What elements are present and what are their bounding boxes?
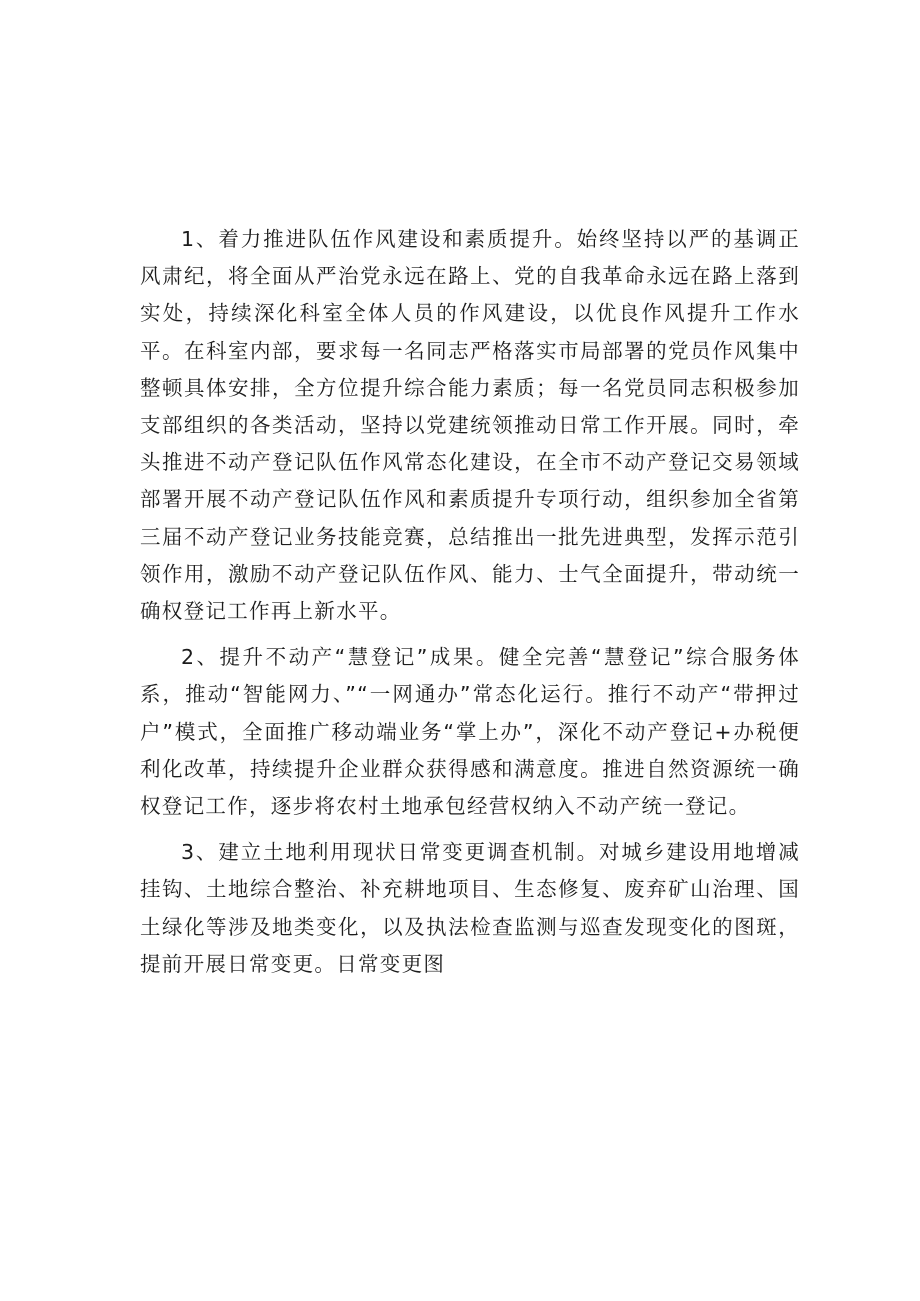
document-body bbox=[140, 221, 800, 992]
paragraph-1: 1、着力推进队伍作风建设和素质提升。始终坚持以严的基调正风肃纪，将全面从严治党永远在路上、党的自我革命永远在路上落到实处，持续深化科室全体人员的作风建设，以优良作风提升工作水平。在科室内部，要求每一名同志严格落实市局部署的党员作风集中整顿具体安排，全方位提升综合能力素质；每一名党员同志积极参加支部组织的各类活动，坚持以党建统领推动日常工作开展。同时，牵头推进不动产登记队伍作风常态化建设，在全市不动产登记交易领域部署开展不动产登记队伍作风和素质提升专项行动，组织参加全省第三届不动产登记业务技能竞赛，总结推出一批先进典型，发挥示范引领作用，激励不动产登记队伍作风、能力、士气全面提升，带动统一确权登记工作再上新水平。 bbox=[140, 227, 800, 624]
paragraph-3: 3、建立土地利用现状日常变更调查机制。对城乡建设用地增减挂钩、土地综合整治、补充耕地项目、生态修复、废弃矿山治理、国土绿化等涉及地类变化，以及执法检查监测与巡查发现变化的图斑，提前开展日常变更。日常变更图 bbox=[140, 840, 800, 976]
paragraph-2: 2、提升不动产“慧登记”成果。健全完善“慧登记”综合服务体系，推动“智能网力、”“一网通办”常态化运行。推行不动产“带押过户”模式，全面推广移动端业务“掌上办”，深化不动产登记+办税便利化改革，持续提升企业群众获得感和满意度。推进自然资源统一确权登记工作，逐步将农村土地承包经营权纳入不动产统一登记。 bbox=[140, 645, 800, 819]
